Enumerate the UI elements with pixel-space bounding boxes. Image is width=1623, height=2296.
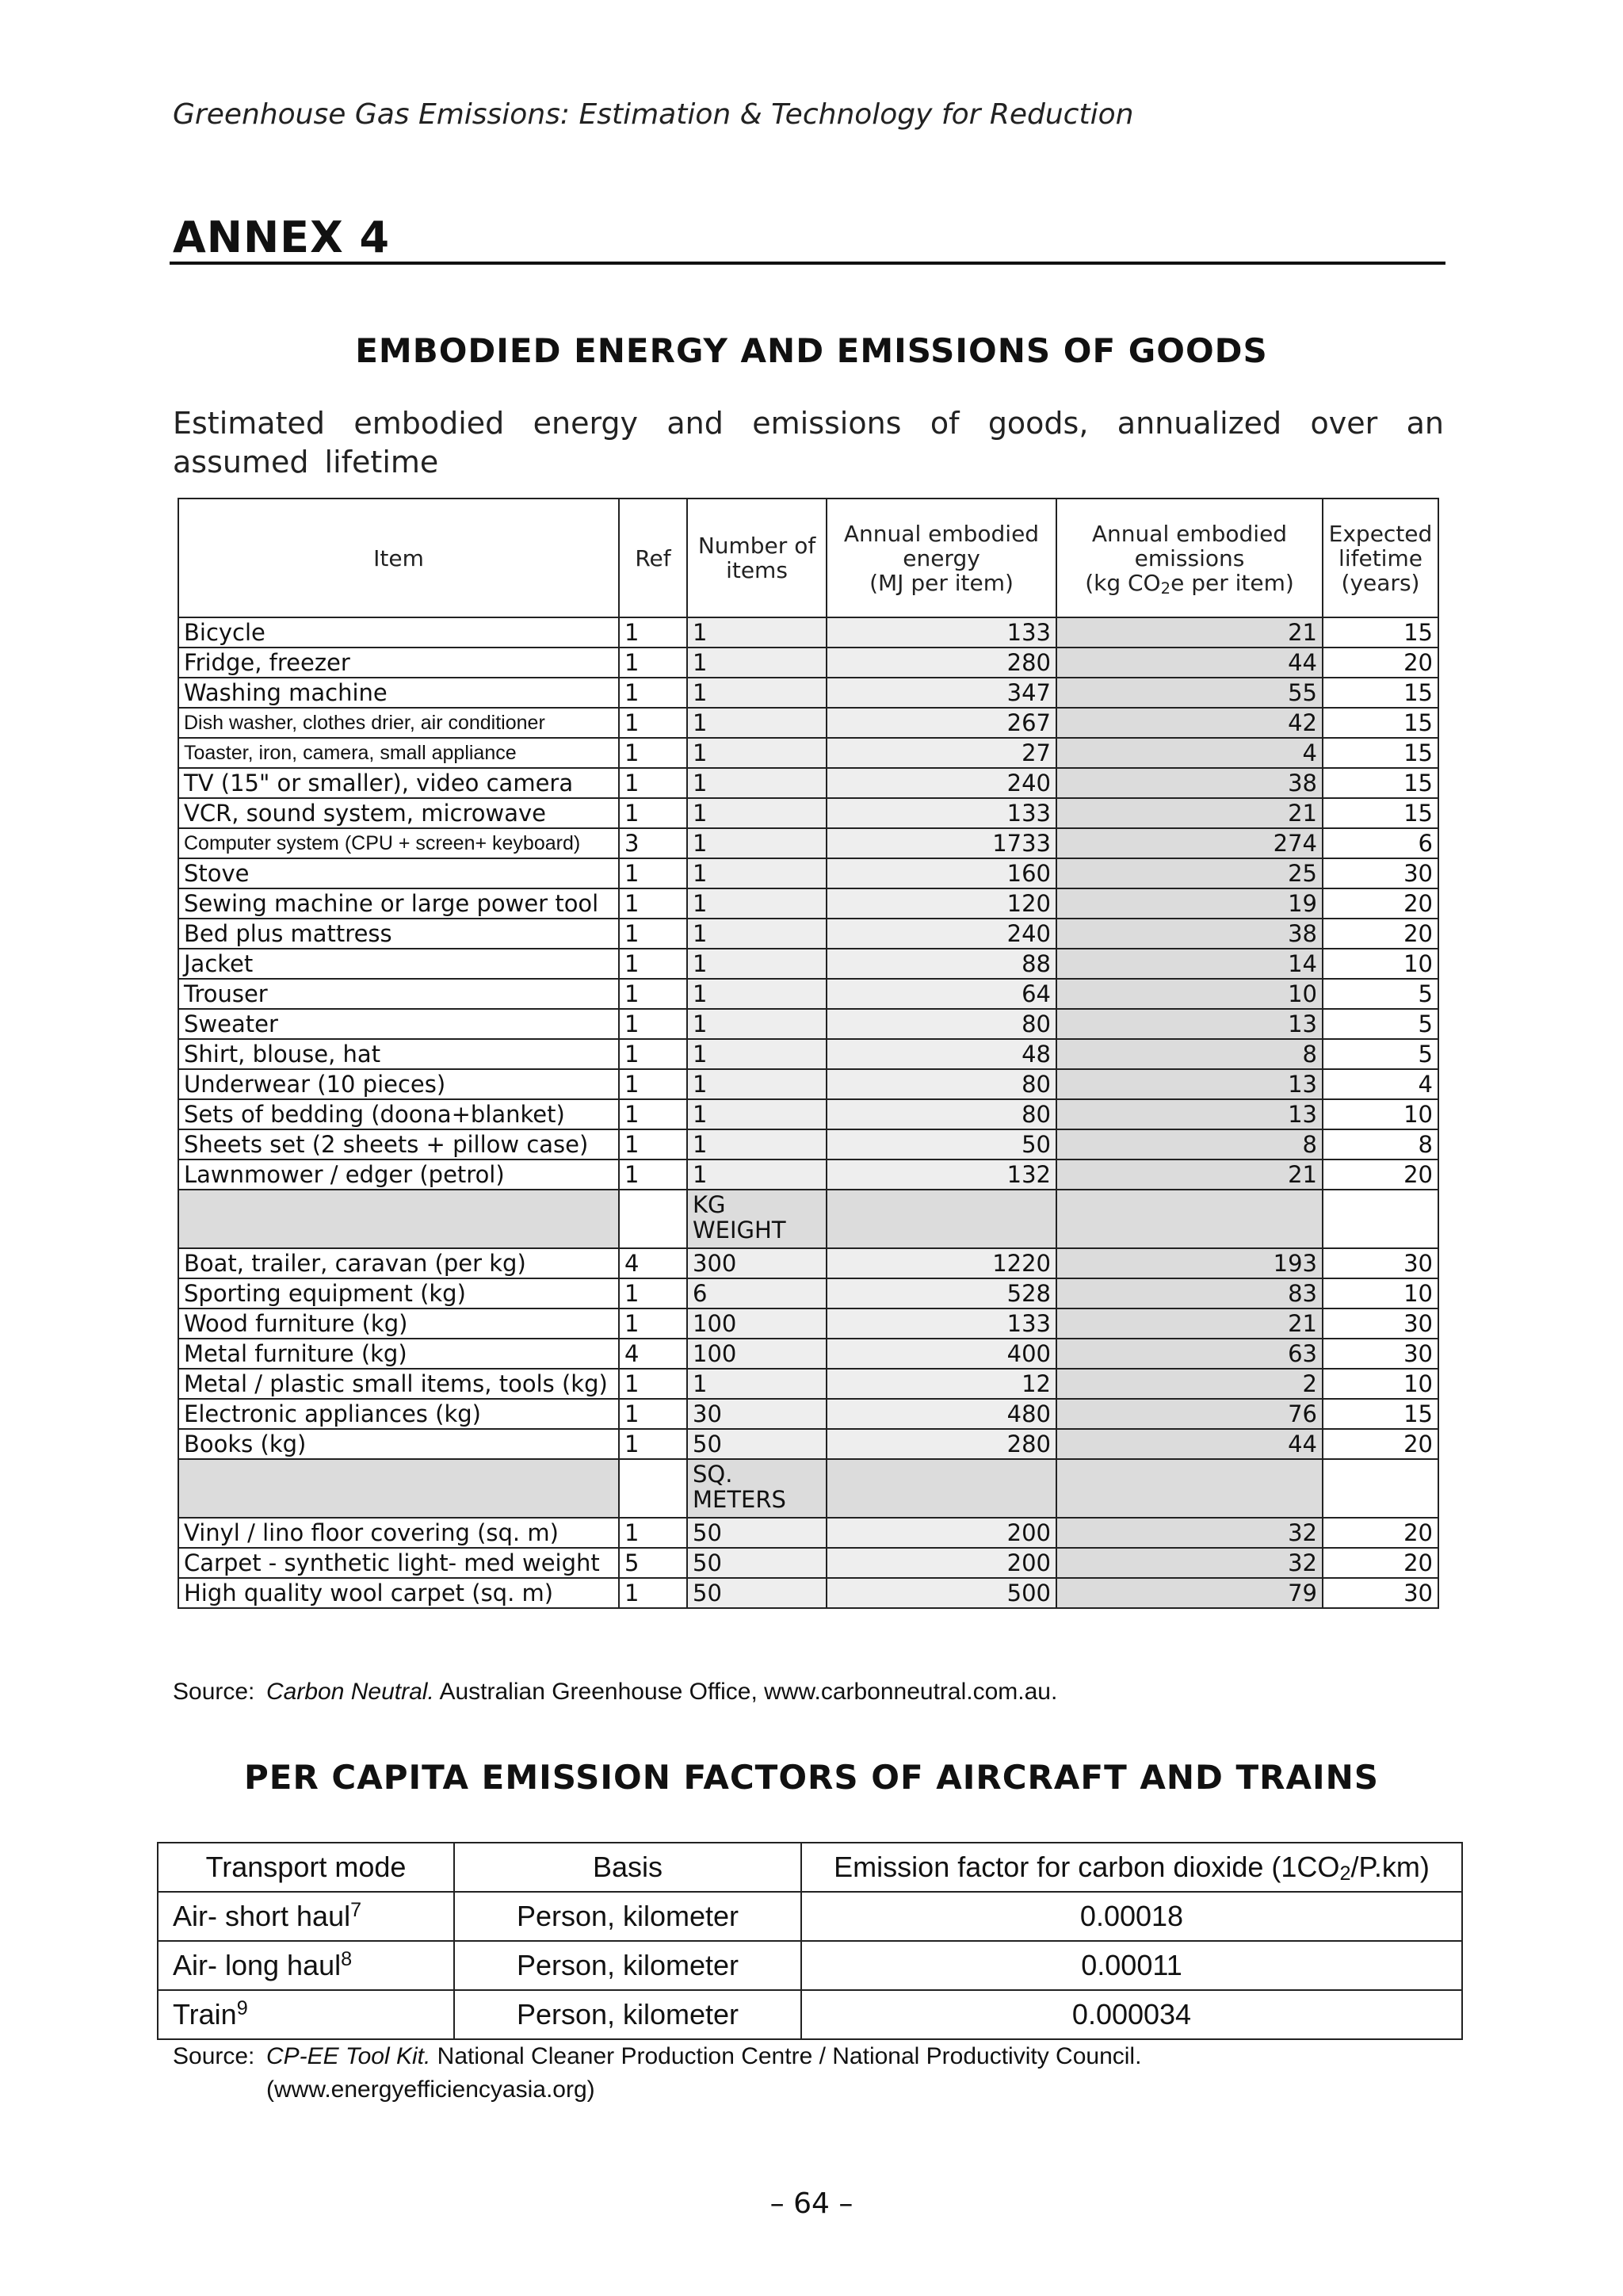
emissions-cell: 32 <box>1056 1548 1323 1578</box>
ref-cell: 1 <box>619 858 687 888</box>
energy-cell: 500 <box>827 1578 1056 1608</box>
table-row <box>178 768 1438 798</box>
ref-cell: 1 <box>619 1129 687 1159</box>
table-header-row <box>178 499 1438 617</box>
energy-cell: 240 <box>827 768 1056 798</box>
emissions-cell: 8 <box>1056 1039 1323 1069</box>
item-cell: Underwear (10 pieces) <box>178 1069 619 1099</box>
divider-cell <box>178 1459 619 1518</box>
number-cell: 1 <box>687 678 827 708</box>
emissions-cell: 2 <box>1056 1369 1323 1399</box>
lifetime-cell: 15 <box>1323 798 1438 828</box>
table-row <box>178 1399 1438 1429</box>
lifetime-cell: 5 <box>1323 1009 1438 1039</box>
energy-cell: 133 <box>827 617 1056 648</box>
section-title-embodied: EMBODIED ENERGY AND EMISSIONS OF GOODS <box>355 331 1268 370</box>
intro-paragraph: Estimated embodied energy and emissions of goods, annualized over an assumed lifetime <box>173 406 1444 479</box>
emissions-cell: 44 <box>1056 1429 1323 1459</box>
header-emission-factor: Emission factor for carbon dioxide $(1CO_2/P.km)$ <box>801 1843 1462 1892</box>
item-cell: Wood furniture (kg) <box>178 1308 619 1339</box>
ref-cell: 1 <box>619 1308 687 1339</box>
table-row <box>178 1548 1438 1578</box>
emissions-cell: 38 <box>1056 919 1323 949</box>
item-cell: Metal / plastic small items, tools (kg) <box>178 1369 619 1399</box>
table-row <box>178 1039 1438 1069</box>
header-basis: Basis <box>454 1843 801 1892</box>
item-cell: Boat, trailer, caravan (per kg) <box>178 1248 619 1278</box>
emissions-cell: 19 <box>1056 888 1323 919</box>
energy-cell: 133 <box>827 1308 1056 1339</box>
table-row <box>178 1159 1438 1190</box>
lifetime-cell: 15 <box>1323 1399 1438 1429</box>
item-cell: Toaster, iron, camera, small appliance <box>178 738 619 768</box>
number-cell: 100 <box>687 1308 827 1339</box>
energy-cell: 12 <box>827 1369 1056 1399</box>
ref-cell: 1 <box>619 919 687 949</box>
number-cell: 1 <box>687 768 827 798</box>
item-cell: Books (kg) <box>178 1429 619 1459</box>
emissions-cell: 21 <box>1056 798 1323 828</box>
header-ref: Ref <box>619 499 687 617</box>
emissions-cell: 274 <box>1056 828 1323 858</box>
lifetime-cell: 20 <box>1323 648 1438 678</box>
energy-cell: 80 <box>827 1099 1056 1129</box>
source-note-goods: Source: Carbon Neutral. Australian Greenhouse Office, www.carbonneutral.com.au. <box>173 1679 1058 1705</box>
energy-cell: 1220 <box>827 1248 1056 1278</box>
item-cell: Sheets set (2 sheets + pillow case) <box>178 1129 619 1159</box>
emission-factor: 0.000034 <box>801 1990 1462 2039</box>
lifetime-cell: 10 <box>1323 1278 1438 1308</box>
ref-cell: 1 <box>619 1039 687 1069</box>
emissions-cell: 55 <box>1056 678 1323 708</box>
divider-cell <box>827 1459 1056 1518</box>
energy-cell: 400 <box>827 1339 1056 1369</box>
table-row <box>178 919 1438 949</box>
table-row <box>178 1369 1438 1399</box>
transport-emission-table <box>157 1842 1463 2040</box>
number-cell: 1 <box>687 617 827 648</box>
number-cell: 50 <box>687 1429 827 1459</box>
table-row <box>178 1308 1438 1339</box>
energy-cell: 80 <box>827 1069 1056 1099</box>
ref-cell: 1 <box>619 1099 687 1129</box>
energy-cell: 120 <box>827 888 1056 919</box>
ref-cell: 1 <box>619 708 687 738</box>
divider-cell <box>619 1190 687 1248</box>
energy-cell: 480 <box>827 1399 1056 1429</box>
table-row <box>178 1429 1438 1459</box>
energy-cell: 48 <box>827 1039 1056 1069</box>
energy-cell: 132 <box>827 1159 1056 1190</box>
item-cell: Jacket <box>178 949 619 979</box>
number-cell: 1 <box>687 708 827 738</box>
lifetime-cell: 10 <box>1323 949 1438 979</box>
transport-header-row <box>158 1843 1462 1892</box>
number-cell: 1 <box>687 738 827 768</box>
number-cell: 50 <box>687 1578 827 1608</box>
unit-label-line: WEIGHT <box>693 1217 786 1244</box>
ref-cell: 3 <box>619 828 687 858</box>
emissions-cell: 13 <box>1056 1069 1323 1099</box>
emissions-cell: 14 <box>1056 949 1323 979</box>
emission-factor: 0.00018 <box>801 1892 1462 1941</box>
number-cell: 50 <box>687 1518 827 1548</box>
table-row <box>178 1578 1438 1608</box>
table-row <box>178 648 1438 678</box>
lifetime-cell: 30 <box>1323 858 1438 888</box>
lifetime-cell: 4 <box>1323 1069 1438 1099</box>
lifetime-cell: 20 <box>1323 888 1438 919</box>
header-item: Item <box>178 499 619 617</box>
number-cell: 1 <box>687 798 827 828</box>
energy-cell: 133 <box>827 798 1056 828</box>
ref-cell: 1 <box>619 1159 687 1190</box>
lifetime-cell: 30 <box>1323 1308 1438 1339</box>
emission-factor: 0.00011 <box>801 1941 1462 1990</box>
basis: Person, kilometer <box>454 1941 801 1990</box>
item-cell: TV (15" or smaller), video camera <box>178 768 619 798</box>
title-rule <box>170 262 1445 265</box>
ref-cell: 1 <box>619 648 687 678</box>
number-cell: 100 <box>687 1339 827 1369</box>
ref-cell: 1 <box>619 1069 687 1099</box>
item-cell: Trouser <box>178 979 619 1009</box>
unit-label-line: KG <box>693 1191 726 1218</box>
lifetime-cell: 15 <box>1323 768 1438 798</box>
number-cell: 1 <box>687 1129 827 1159</box>
lifetime-cell: 20 <box>1323 1548 1438 1578</box>
item-cell: Vinyl / lino floor covering (sq. m) <box>178 1518 619 1548</box>
energy-cell: 200 <box>827 1548 1056 1578</box>
item-cell: Sporting equipment (kg) <box>178 1278 619 1308</box>
lifetime-cell: 20 <box>1323 1518 1438 1548</box>
ref-cell: 4 <box>619 1339 687 1369</box>
item-cell: Stove <box>178 858 619 888</box>
table-row <box>178 738 1438 768</box>
transport-mode: Air- long haul$^8$ <box>158 1941 454 1990</box>
annex-title: ANNEX 4 <box>173 212 391 262</box>
lifetime-cell: 15 <box>1323 708 1438 738</box>
item-cell: Fridge, freezer <box>178 648 619 678</box>
source-note-transport: Source: CP-EE Tool Kit. National Cleaner Production Centre / National Productivity Council. (www.energyefficiencyasia.org) <box>173 2043 1142 2103</box>
number-cell: 1 <box>687 888 827 919</box>
lifetime-cell: 5 <box>1323 1039 1438 1069</box>
item-cell: Lawnmower / edger (petrol) <box>178 1159 619 1190</box>
embodied-energy-table <box>178 498 1439 1609</box>
lifetime-cell: 8 <box>1323 1129 1438 1159</box>
table-row <box>178 949 1438 979</box>
ref-cell: 1 <box>619 1578 687 1608</box>
lifetime-cell: 30 <box>1323 1248 1438 1278</box>
energy-cell: 347 <box>827 678 1056 708</box>
item-cell: Carpet - synthetic light- med weight <box>178 1548 619 1578</box>
lifetime-cell: 6 <box>1323 828 1438 858</box>
emissions-cell: 32 <box>1056 1518 1323 1548</box>
table-row <box>178 708 1438 738</box>
emissions-cell: 13 <box>1056 1099 1323 1129</box>
ref-cell: 1 <box>619 798 687 828</box>
basis: Person, kilometer <box>454 1990 801 2039</box>
lifetime-cell: 30 <box>1323 1578 1438 1608</box>
emissions-cell: 83 <box>1056 1278 1323 1308</box>
number-cell: 1 <box>687 828 827 858</box>
ref-cell: 1 <box>619 768 687 798</box>
lifetime-cell: 30 <box>1323 1339 1438 1369</box>
table-row <box>178 1009 1438 1039</box>
lifetime-cell: 20 <box>1323 1159 1438 1190</box>
item-cell: Metal furniture (kg) <box>178 1339 619 1369</box>
table-row <box>178 1278 1438 1308</box>
divider-cell <box>1323 1459 1438 1518</box>
ref-cell: 5 <box>619 1548 687 1578</box>
number-cell: 30 <box>687 1399 827 1429</box>
lifetime-cell: 5 <box>1323 979 1438 1009</box>
divider-cell <box>178 1190 619 1248</box>
transport-mode: Air- short haul$^7$ <box>158 1892 454 1941</box>
transport-mode: Train$^9$ <box>158 1990 454 2039</box>
energy-cell: 528 <box>827 1278 1056 1308</box>
ref-cell: 1 <box>619 1399 687 1429</box>
item-cell: Electronic appliances (kg) <box>178 1399 619 1429</box>
number-cell: 1 <box>687 919 827 949</box>
lifetime-cell: 15 <box>1323 678 1438 708</box>
table-row <box>178 798 1438 828</box>
number-cell: 1 <box>687 1009 827 1039</box>
number-cell: 1 <box>687 1159 827 1190</box>
item-cell: VCR, sound system, microwave <box>178 798 619 828</box>
ref-cell: 1 <box>619 617 687 648</box>
emissions-cell: 25 <box>1056 858 1323 888</box>
emissions-cell: 44 <box>1056 648 1323 678</box>
header-number: Number of items <box>687 499 827 617</box>
divider-cell <box>1323 1190 1438 1248</box>
energy-cell: 1733 <box>827 828 1056 858</box>
emissions-cell: 21 <box>1056 1159 1323 1190</box>
ref-cell: 1 <box>619 1278 687 1308</box>
ref-cell: 1 <box>619 1369 687 1399</box>
emissions-cell: 21 <box>1056 1308 1323 1339</box>
lifetime-cell: 20 <box>1323 1429 1438 1459</box>
item-cell: Sets of bedding (doona+blanket) <box>178 1099 619 1129</box>
emissions-cell: 4 <box>1056 738 1323 768</box>
energy-cell: 64 <box>827 979 1056 1009</box>
table-row <box>178 678 1438 708</box>
item-cell: Bicycle <box>178 617 619 648</box>
item-cell: Shirt, blouse, hat <box>178 1039 619 1069</box>
energy-cell: 280 <box>827 1429 1056 1459</box>
number-cell: 1 <box>687 1099 827 1129</box>
item-cell: Computer system (CPU + screen+ keyboard) <box>178 828 619 858</box>
header-transport-mode: Transport mode <box>158 1843 454 1892</box>
unit-label <box>687 1190 827 1248</box>
item-cell: Bed plus mattress <box>178 919 619 949</box>
table-row <box>178 1339 1438 1369</box>
table-row <box>178 1129 1438 1159</box>
lifetime-cell: 10 <box>1323 1099 1438 1129</box>
ref-cell: 1 <box>619 1009 687 1039</box>
section-title-transport: PER CAPITA EMISSION FACTORS OF AIRCRAFT AND TRAINS <box>243 1758 1380 1797</box>
running-header: Greenhouse Gas Emissions: Estimation & Technology for Reduction <box>173 98 1134 131</box>
number-cell: 1 <box>687 1069 827 1099</box>
emissions-cell: 79 <box>1056 1578 1323 1608</box>
basis: Person, kilometer <box>454 1892 801 1941</box>
divider-cell <box>1056 1459 1323 1518</box>
energy-cell: 160 <box>827 858 1056 888</box>
unit-label-line: METERS <box>693 1486 786 1513</box>
ref-cell: 1 <box>619 979 687 1009</box>
energy-cell: 267 <box>827 708 1056 738</box>
number-cell: 1 <box>687 1039 827 1069</box>
header-emissions: Annual embodied emissions (kg $CO_2e$ per item) <box>1056 499 1323 617</box>
emissions-cell: 21 <box>1056 617 1323 648</box>
table-row <box>178 979 1438 1009</box>
lifetime-cell: 20 <box>1323 919 1438 949</box>
ref-cell: 1 <box>619 888 687 919</box>
item-cell: Sewing machine or large power tool <box>178 888 619 919</box>
unit-label <box>687 1459 827 1518</box>
energy-cell: 200 <box>827 1518 1056 1548</box>
number-cell: 1 <box>687 979 827 1009</box>
emissions-cell: 42 <box>1056 708 1323 738</box>
header-energy: Annual embodied energy (MJ per item) <box>827 499 1056 617</box>
ref-cell: 1 <box>619 678 687 708</box>
table-row <box>178 888 1438 919</box>
lifetime-cell: 10 <box>1323 1369 1438 1399</box>
item-cell: High quality wool carpet (sq. m) <box>178 1578 619 1608</box>
energy-cell: 88 <box>827 949 1056 979</box>
number-cell: 6 <box>687 1278 827 1308</box>
energy-cell: 280 <box>827 648 1056 678</box>
number-cell: 1 <box>687 648 827 678</box>
energy-cell: 80 <box>827 1009 1056 1039</box>
table-row <box>178 1518 1438 1548</box>
table-row <box>158 1941 1462 1990</box>
unit-label-line: SQ. <box>693 1461 733 1488</box>
table-row <box>178 1248 1438 1278</box>
energy-cell: 50 <box>827 1129 1056 1159</box>
table-row <box>178 617 1438 648</box>
sq-meters-divider-row <box>178 1459 1438 1518</box>
header-lifetime: Expected lifetime (years) <box>1323 499 1438 617</box>
emissions-cell: 13 <box>1056 1009 1323 1039</box>
item-cell: Dish washer, clothes drier, air conditioner <box>178 708 619 738</box>
item-cell: Washing machine <box>178 678 619 708</box>
emissions-cell: 38 <box>1056 768 1323 798</box>
table-row <box>178 858 1438 888</box>
ref-cell: 1 <box>619 949 687 979</box>
table-row <box>158 1990 1462 2039</box>
divider-cell <box>619 1459 687 1518</box>
ref-cell: 1 <box>619 1518 687 1548</box>
ref-cell: 1 <box>619 1429 687 1459</box>
table-row <box>158 1892 1462 1941</box>
ref-cell: 1 <box>619 738 687 768</box>
divider-cell <box>827 1190 1056 1248</box>
lifetime-cell: 15 <box>1323 617 1438 648</box>
number-cell: 1 <box>687 1369 827 1399</box>
divider-cell <box>1056 1190 1323 1248</box>
emissions-cell: 193 <box>1056 1248 1323 1278</box>
energy-cell: 240 <box>827 919 1056 949</box>
emissions-cell: 10 <box>1056 979 1323 1009</box>
emissions-cell: 76 <box>1056 1399 1323 1429</box>
emissions-cell: 63 <box>1056 1339 1323 1369</box>
lifetime-cell: 15 <box>1323 738 1438 768</box>
number-cell: 1 <box>687 858 827 888</box>
table-row <box>178 1069 1438 1099</box>
ref-cell: 4 <box>619 1248 687 1278</box>
number-cell: 1 <box>687 949 827 979</box>
page-number: – 64 – <box>769 2187 854 2220</box>
table-row <box>178 1099 1438 1129</box>
number-cell: 300 <box>687 1248 827 1278</box>
table-row <box>178 828 1438 858</box>
item-cell: Sweater <box>178 1009 619 1039</box>
emissions-cell: 8 <box>1056 1129 1323 1159</box>
energy-cell: 27 <box>827 738 1056 768</box>
kg-weight-divider-row <box>178 1190 1438 1248</box>
number-cell: 50 <box>687 1548 827 1578</box>
